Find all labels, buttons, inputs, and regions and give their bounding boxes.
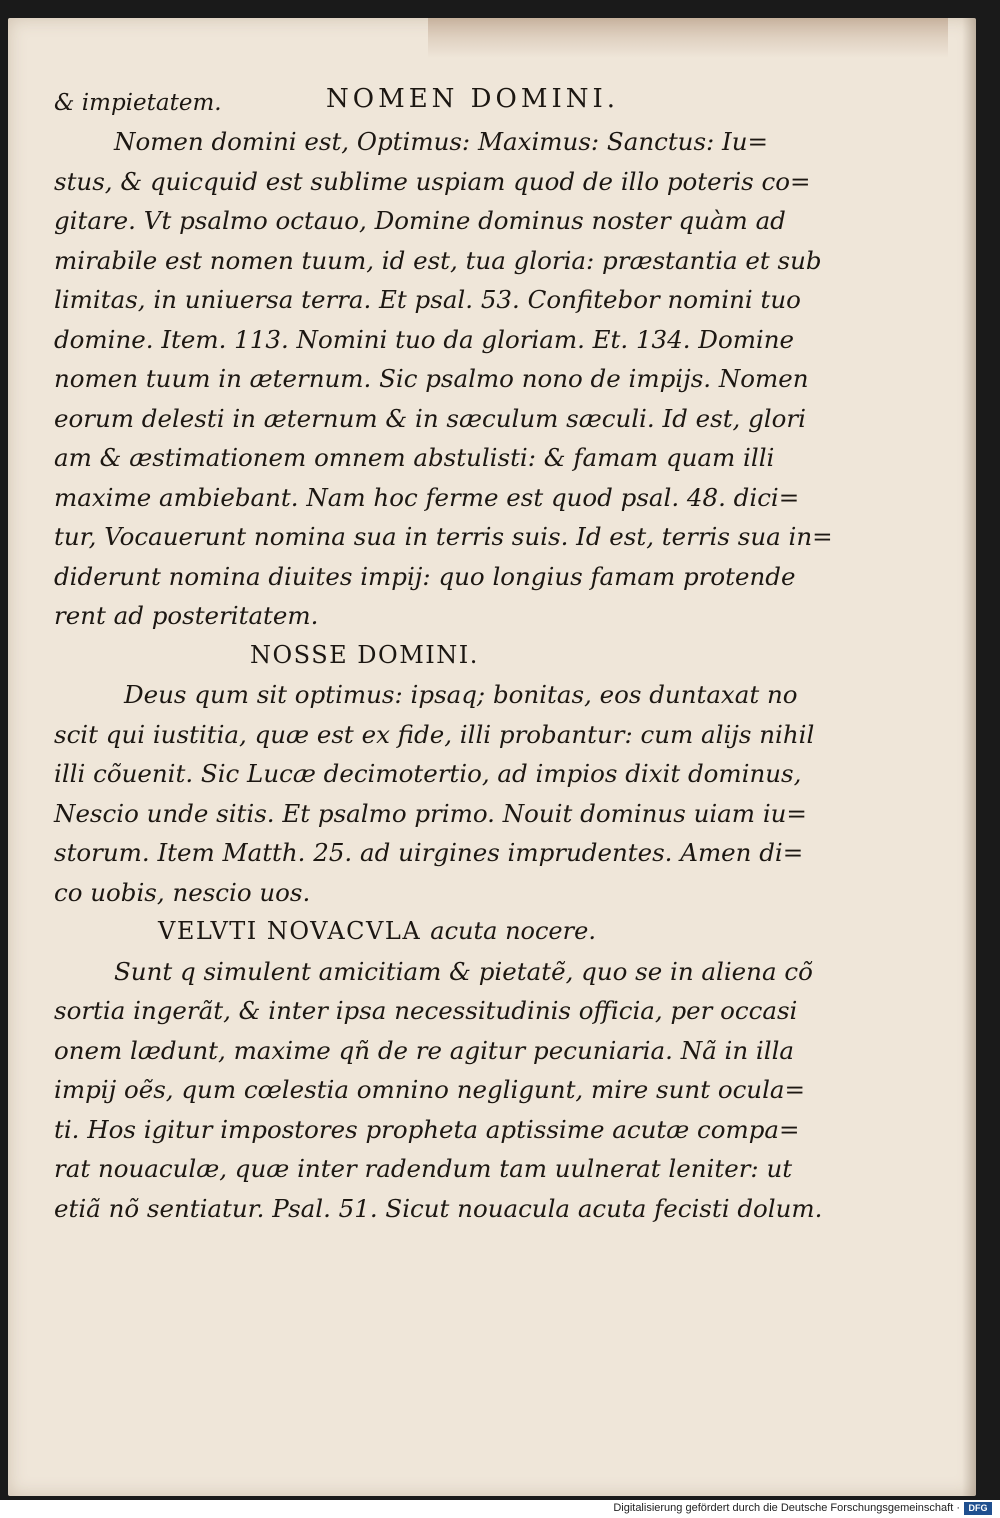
section-velvti-novacvla	[54, 912, 823, 1228]
page-header	[54, 80, 754, 122]
text-line: ti. Hos igitur impostores propheta aptissime acutæ compa=	[54, 1114, 800, 1144]
text-line: diderunt nomina diuites impij: quo longius famam protende	[54, 561, 796, 591]
text-line: Sunt q simulent amicitiam & pietatẽ, quo se in aliena cõ	[114, 956, 813, 986]
text-line: scit qui iustitia, quæ est ex fide, illi probantur: cum alijs nihil	[54, 719, 815, 749]
text-line: stus, & quicquid est sublime uspiam quod de illo poteris co=	[54, 166, 811, 196]
text-line: rat nouaculæ, quæ inter radendum tam uulnerat leniter: ut	[54, 1154, 793, 1183]
text-line: tur, Vocauerunt nomina sua in terris suis. Id est, terris sua in=	[54, 522, 833, 551]
book-page	[8, 18, 976, 1496]
text-line: gitare. Vt psalmo octauo, Domine dominus noster quàm ad	[54, 206, 786, 235]
page-text-block	[54, 80, 833, 1228]
page-edge-shadow	[962, 18, 976, 1496]
text-line: nomen tuum in æternum. Sic psalmo nono de impijs. Nomen	[54, 364, 809, 393]
footer-bar	[0, 1500, 1000, 1518]
text-line: etiã nõ sentiatur. Psal. 51. Sicut nouacula acuta fecisti dolum.	[54, 1193, 823, 1223]
section-heading-caps: VELVTI NOVACVLA	[158, 917, 422, 945]
text-line: impij oẽs, qum cœlestia omnino negligunt, mire sunt ocula=	[54, 1075, 806, 1104]
text-line: sortia ingerãt, & inter ipsa necessitudinis officia, per occasi	[54, 996, 798, 1025]
text-line: Nescio unde sitis. Et psalmo primo. Nouit dominus uiam iu=	[54, 798, 807, 828]
text-line: maxime ambiebant. Nam hoc ferme est quod psal. 48. dici=	[54, 482, 800, 512]
text-line: illi cõuenit. Sic Lucæ decimotertio, ad impios dixit dominus,	[54, 759, 802, 788]
section-heading	[54, 912, 754, 952]
section-heading-tail: acuta nocere.	[430, 917, 596, 945]
section-nomen-domini	[54, 122, 833, 636]
running-head: NOMEN DOMINI.	[326, 84, 620, 114]
section-nosse-domini	[54, 636, 815, 913]
text-line: rent ad posteritatem.	[54, 601, 319, 630]
section-heading: NOSSE DOMINI.	[250, 640, 479, 669]
text-line: domine. Item. 113. Nomini tuo da gloriam. Et. 134. Domine	[54, 324, 795, 354]
text-line: mirabile est nomen tuum, id est, tua gloria: præstantia et sub	[54, 245, 822, 275]
text-line: onem lædunt, maxime qñ de re agitur pecuniaria. Nã in illa	[54, 1035, 795, 1065]
text-line: limitas, in uniuersa terra. Et psal. 53. Confitebor nomini tuo	[54, 285, 801, 314]
catchword: & impietatem.	[54, 90, 222, 116]
text-line: Deus qum sit optimus: ipsaq; bonitas, eos duntaxat no	[124, 680, 798, 709]
text-line: eorum delesti in æternum & in sæculum sæculi. Id est, glori	[54, 403, 806, 433]
text-line: am & æstimationem omnem abstulisti: & famam quam illi	[54, 443, 775, 472]
dfg-logo[interactable]: DFG	[964, 1502, 992, 1515]
text-line: co uobis, nescio uos.	[54, 877, 311, 907]
page-stain	[428, 18, 948, 58]
funding-note: Digitalisierung gefördert durch die Deutsche Forschungsgemeinschaft ·	[613, 1502, 960, 1514]
text-line: storum. Item Matth. 25. ad uirgines imprudentes. Amen di=	[54, 838, 804, 867]
text-line: Nomen domini est, Optimus: Maximus: Sanctus: Iu=	[114, 127, 769, 156]
